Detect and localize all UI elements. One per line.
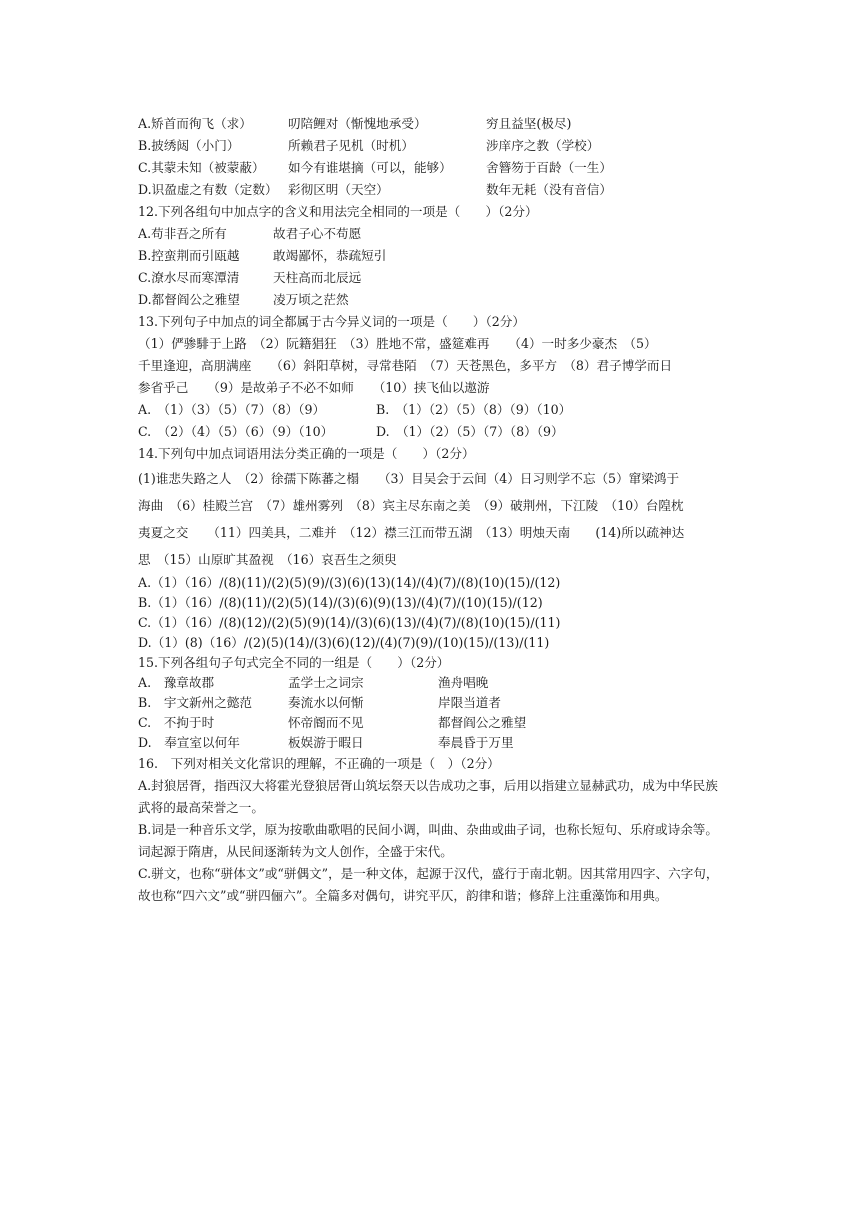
exam-content xyxy=(138,113,728,907)
q11-b-3: 涉庠序之教（学校） xyxy=(486,138,600,153)
q16-option-b: B.词是一种音乐文学，原为按歌曲歌唱的民间小调，叫曲、杂曲或曲子词，也称长短句、乐府或诗余等。词起源于隋唐，从民间逐渐转为文人创作，全盛于宋代。 xyxy=(138,822,718,859)
q11-d-2: 彩彻区明（天空） xyxy=(288,182,389,197)
q15-d-2: 板娱游于暇日 xyxy=(288,735,364,750)
q12-d-1: D.都督阎公之雅望 xyxy=(138,292,240,307)
q13-answer-a: A. （1）（3）（5）（7）（8）（9） xyxy=(138,402,326,417)
q15-a-1: A. 豫章故郡 xyxy=(138,675,215,690)
q15-a-2: 孟学士之词宗 xyxy=(288,675,364,690)
q15-d-1: D. 奉宣室以何年 xyxy=(138,735,240,750)
q16-option-c: C.骈文，也称“骈体文”或“骈偶文”，是一种文体，起源于汉代，盛行于南北朝。因其常用四字、六字句，故也称“四六文”或“骈四俪六”。全篇多对偶句，讲究平仄，韵律和谐；修辞上注重藻饰和用典。 xyxy=(138,866,719,903)
q14-line-4: 思 （15）山原旷其盈视 （16）哀吾生之须臾 xyxy=(138,552,397,567)
q15-stem: 15.下列各组句子句式完全不同的一组是（ ）（2分） xyxy=(138,655,450,670)
q12-c-2: 天柱高而北辰远 xyxy=(273,270,362,285)
q11-row-d xyxy=(138,179,728,201)
q12-c-1: C.潦水尽而寒潭清 xyxy=(138,270,240,285)
q15-c-3: 都督阎公之雅望 xyxy=(438,715,527,730)
q12-b-2: 敢竭鄙怀，恭疏短引 xyxy=(273,248,387,263)
q13-line-2: 千里逢迎，高朋满座 （6）斜阳草树，寻常巷陌 （7）天苍黑色，多平方 （8）君子博学而日 xyxy=(138,358,673,373)
q11-c-2: 如今有谁堪摘（可以，能够） xyxy=(288,160,452,175)
q13-answer-b: B. （1）（2）（5）（8）（9）（10） xyxy=(376,402,572,417)
q12-b-1: B.控蛮荆而引瓯越 xyxy=(138,248,240,263)
q11-c-1: C.其蒙未知（被蒙蔽） xyxy=(138,160,265,175)
q15-row-d xyxy=(138,733,728,753)
q15-row-a xyxy=(138,673,728,693)
q15-d-3: 奉晨昏于万里 xyxy=(438,735,514,750)
q13-answers-cd xyxy=(138,421,728,443)
q11-b-1: B.披绣闼（小门） xyxy=(138,138,240,153)
q11-c-3: 舍簪笏于百龄（一生） xyxy=(486,160,612,175)
q14-answer-a: A.（1）（16）/(8)(11)/(2)(5)(9)/(3)(6)(13)(14)/(4)(7)/(8)(10)(15)/(12) xyxy=(138,575,561,590)
q11-row-c xyxy=(138,157,728,179)
q14-stem: 14.下列句中加点词语用法分类正确的一项是（ ）（2分） xyxy=(138,446,475,461)
q12-row-d xyxy=(138,289,728,311)
q14-line-2: 海曲 （6）桂殿兰宫 （7）雄州雾列 （8）宾主尽东南之美 （9）破荆州，下江陵 （10）台隍枕 xyxy=(138,498,684,513)
q13-answer-d: D. （1）（2）（5）（7）（8）（9） xyxy=(376,424,564,439)
q11-a-1: A.矫首而徇飞（求） xyxy=(138,116,252,131)
q13-answers-ab xyxy=(138,399,728,421)
q15-b-1: B. 宇文新州之懿范 xyxy=(138,695,253,710)
q12-stem: 12.下列各组句中加点字的含义和用法完全相同的一项是（ ）（2分） xyxy=(138,204,538,219)
q15-b-3: 岸限当道者 xyxy=(438,695,501,710)
q15-b-2: 奏流水以何惭 xyxy=(288,695,364,710)
q11-a-2: 叨陪鲤对（惭愧地承受） xyxy=(288,116,427,131)
q12-a-2: 故君子心不苟愿 xyxy=(273,226,362,241)
q13-line-1: （1）俨骖騑于上路 （2）阮籍猖狂 （3）胜地不常，盛筵难再 （4）一时多少豪杰 （5） xyxy=(138,336,657,351)
q15-row-c xyxy=(138,713,728,733)
q11-d-3: 数年无耗（没有音信） xyxy=(486,182,612,197)
q15-c-1: C. 不拘于时 xyxy=(138,715,215,730)
q12-a-1: A.苟非吾之所有 xyxy=(138,226,227,241)
q12-row-b xyxy=(138,245,728,267)
q12-d-2: 凌万顷之茫然 xyxy=(273,292,349,307)
q16-stem: 16. 下列对相关文化常识的理解，不正确的一项是（ ）（2分） xyxy=(138,756,500,771)
q13-line-3: 参省乎己 （9）是故弟子不必不如师 （10）挟飞仙以遨游 xyxy=(138,380,490,395)
q11-row-a xyxy=(138,113,728,135)
q11-d-1: D.识盈虚之有数（定数） xyxy=(138,182,278,197)
q14-answer-b: B.（1）（16）/(8)(11)/(2)(5)(14)/(3)(6)(9)(13)/(4)(7)/(10)(15)/(12) xyxy=(138,595,543,610)
q13-answer-c: C. （2）（4）（5）（6）（9）（10） xyxy=(138,424,334,439)
q14-answer-c: C.（1）（16）/(8)(12)/(2)(5)(9)(14)/(3)(6)(13)/(4)(7)/(8)(10)(15)/(11) xyxy=(138,615,561,630)
q14-line-1: (1)谁悲失路之人 （2）徐孺下陈蕃之榻 （3）目吴会于云间（4）日习则学不忘（5）窜梁鸿于 xyxy=(138,471,680,486)
q15-row-b xyxy=(138,693,728,713)
q16-option-a: A.封狼居胥，指西汉大将霍光登狼居胥山筑坛祭天以告成功之事，后用以指建立显赫武功，成为中华民族武将的最高荣誉之一。 xyxy=(138,778,718,815)
q11-a-3: 穷且益坚(极尽) xyxy=(486,116,572,131)
q14-answer-d: D.（1）(8)（16）/(2)(5)(14)/(3)(6)(12)/(4)(7)(9)/(10)(15)/(13)/(11) xyxy=(138,635,550,650)
q11-b-2: 所赖君子见机（时机） xyxy=(288,138,414,153)
q12-row-c xyxy=(138,267,728,289)
q11-row-b xyxy=(138,135,728,157)
q12-row-a xyxy=(138,223,728,245)
q13-stem: 13.下列句子中加点的词全都属于古今异义词的一项是（ ）（2分） xyxy=(138,314,525,329)
q14-line-3: 夷夏之交 （11）四美具，二难并 （12）襟三江而带五湖 （13）明烛天南 (14)所以疏神达 xyxy=(138,525,685,540)
q15-c-2: 怀帝阍而不见 xyxy=(288,715,364,730)
q15-a-3: 渔舟唱晚 xyxy=(438,675,489,690)
